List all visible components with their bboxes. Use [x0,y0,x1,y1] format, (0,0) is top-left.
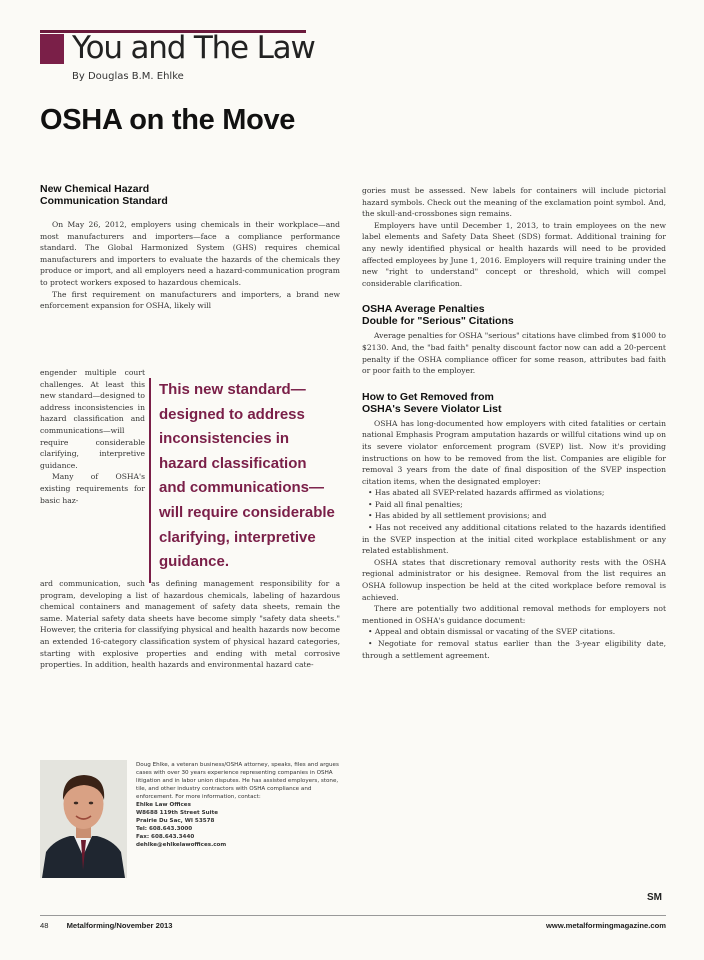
body-text [362,418,666,661]
bio-phone: Tel: 608.643.3000 [136,826,193,832]
pull-quote-line: and communications— [159,479,325,497]
column-title: You and The Law [72,30,315,66]
page-number: 48 [40,921,49,930]
publication-issue: Metalforming/November 2013 [66,921,173,930]
pull-quote-line: designed to address [159,405,305,423]
body-text [362,185,666,289]
paragraph: There are potentially two additional removal methods for employers not mentioned in OSHA's guidance document: [362,604,666,625]
paragraph: Employers have until December 1, 2013, to train employees on the new label elements and Safety Data Sheet (SDS) format. Additional training for any newly identified physical or health hazards will need to be provided affected employees by June 1, 2016. Employers will require training under the new "right to understand" concept or threshold, which will compel considerable clarification. [362,220,666,288]
footer-rule [40,915,666,916]
heading-line: Communication Standard [40,195,168,207]
author-photo [40,760,127,878]
section-heading [362,303,666,327]
paragraph: OSHA states that discretionary removal authority rests with the OSHA regional administrator or his designee. Removal from the list requires an OSHA followup inspection be held at the cited workplace before removal is achieved. [362,557,666,602]
bio-address: Prairie Du Sac, WI 53578 [136,818,215,824]
pull-quote-line: will require considerable [159,503,335,521]
end-of-article-mark: SM [647,892,662,903]
footer-url: www.metalformingmagazine.com [546,921,666,930]
paragraph: The first requirement on manufacturers and importers, a brand new enforcement expansion for OSHA, likely will [40,289,340,311]
right-column [362,185,666,661]
paragraph: Many of OSHA's existing requirements for basic haz- [40,472,145,505]
body-text [362,330,666,376]
paragraph: Average penalties for OSHA "serious" citations have climbed from $1000 to $2130. And, the "bad faith" penalty discount factor now can add a 20-percent penalty if the OSHA compliance officer for some reason, attributes bad faith or poor faith to the employer. [362,331,666,376]
narrow-column-text [40,367,145,506]
heading-line: Double for "Serious" Citations [362,315,514,328]
bullet-item: • Has abated all SVEP-related hazards affirmed as violations; [368,488,605,498]
bullet-item: • Appeal and obtain dismissal or vacating of the SVEP citations. [368,627,616,637]
heading-line: OSHA's Severe Violator List [362,402,502,415]
bullet-item: • Has abided by all settlement provisions; and [368,511,547,521]
paragraph: OSHA has long-documented how employers with cited fatalities or certain national Emphasis Program amputation hazards or willful citations wind up on its severe violator enforcement program (SVEP) list. Now it's providing instructions on how to be removed from the list. Companies are eligible for removal 3 years from the date of final disposition of the SVEP inspection citation items, when the designated employer: [362,418,666,486]
bullet-item: • Negotiate for removal status earlier than the 3-year eligibility date, through a settlement agreement. [362,639,666,660]
heading-line: How to Get Removed from [362,390,494,403]
pull-quote-line: guidance. [159,553,230,571]
bio-fax: Fax: 608.643.3440 [136,834,195,840]
pull-quote-line: This new standard— [159,381,306,398]
heading-line: OSHA Average Penalties [362,303,485,316]
article-title: OSHA on the Move [40,104,296,136]
byline: By Douglas B.M. Ehlke [72,71,184,82]
bio-address: W8688 119th Street Suite [136,810,219,816]
column-color-bar [40,34,64,64]
bio-email: dehlke@ehlkelawoffices.com [136,842,227,848]
section-heading [40,183,340,207]
bio-firm: Ehlke Law Offices [136,802,191,808]
paragraph: gories must be assessed. New labels for containers will include pictorial hazard symbols. Check out the meaning of the exclamation point symbol. And, the skull-and-crossbones sign remains. [362,186,666,219]
bio-paragraph: Doug Ehlke, a veteran business/OSHA attorney, speaks, files and argues cases with over 30 years experience representing companies in OSHA litigation and in labor union disputes. He has assisted employers, stone, tile, and other industry contractors with OSHA compliance and enforcement. For more information, contact: [136,762,339,800]
bullet-item: • Paid all final penalties; [368,499,463,509]
paragraph: On May 26, 2012, employers using chemicals in their workplace—and most manufacturers and importers—face a compliance performance standard. The Global Harmonized System (GHS) requires chemical manufacturers and importers to evaluate the hazards of the chemicals they produce or import, and all employers need a hazard-communication program to protect workers exposed to hazardous chemicals. [40,220,340,287]
paragraph: engender multiple court challenges. At least this new standard—designed to address inconsistencies in hazard classification and communications—will require considerable clarifying, interpretive guidance. [40,368,145,470]
pull-quote-line: inconsistencies in [159,430,290,448]
section-heading [362,391,666,415]
paragraph: ard communication, such as defining management responsibility for a program, developing a list of hazardous chemicals, labeling of hazardous chemical containers and management of safety data sheets, remain the same. Material safety data sheets have become simply "safety data sheets." However, the criteria for classifying physical and health hazards now become an extended 16-category classification system of physical hazard categories, starting with explosive properties and ending with metal corrosive properties. In addition, health hazards and environmental hazard cate- [40,579,340,670]
left-column-continuation [40,578,340,671]
bullet-item: • Has not received any additional citations related to the hazards identified in the SVEP inspection at the initial cited workplace establishment or any related establishment. [362,523,666,556]
section-chemical-hazard [40,183,340,312]
body-text [40,219,340,312]
pull-quote [149,378,345,583]
footer-left [40,921,173,930]
author-portrait-image [40,760,127,878]
pull-quote-line: hazard classification [159,454,307,472]
author-bio [136,761,342,849]
heading-line: New Chemical Hazard [40,183,150,195]
pull-quote-line: clarifying, interpretive [159,528,316,546]
